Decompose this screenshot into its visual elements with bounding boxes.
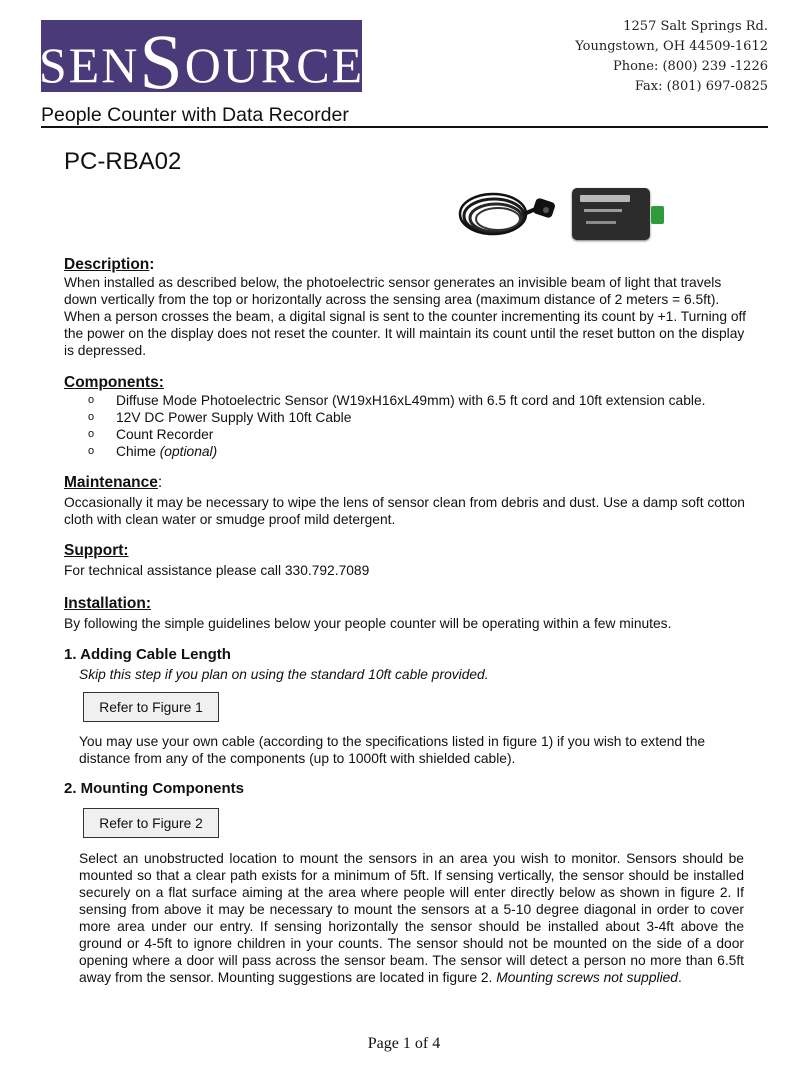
step-1-note: Skip this step if you plan on using the standard 10ft cable provided. xyxy=(79,667,489,682)
step-2-title: 2. Mounting Components xyxy=(64,780,244,797)
document-subtitle: People Counter with Data Recorder xyxy=(41,104,349,126)
list-item: o Chime (optional) xyxy=(88,444,218,459)
refer-figure-1-button[interactable]: Refer to Figure 1 xyxy=(83,692,219,722)
list-item: o Count Recorder xyxy=(88,427,214,442)
list-item: o 12V DC Power Supply With 10ft Cable xyxy=(88,410,352,425)
step-1-title: 1. Adding Cable Length xyxy=(64,646,231,663)
installation-text: By following the simple guidelines below your people counter will be operating within a few minutes. xyxy=(64,616,672,631)
maintenance-heading: Maintenance: xyxy=(64,474,163,491)
company-logo xyxy=(38,18,365,105)
components-list xyxy=(88,392,705,460)
fax-line: Fax: (801) 697-0825 xyxy=(634,79,768,94)
header-divider xyxy=(41,126,768,128)
refer-figure-2-button[interactable]: Refer to Figure 2 xyxy=(83,808,219,838)
sensor-cable-image xyxy=(458,186,558,244)
support-heading: Support: xyxy=(64,542,129,559)
phone-line: Phone: (800) 239 -1226 xyxy=(612,59,768,74)
model-number: PC-RBA02 xyxy=(64,148,182,175)
components-heading: Components: xyxy=(64,374,164,391)
logo-text-part: OURCE xyxy=(184,37,365,93)
description-text: When installed as described below, the photoelectric sensor generates an invisible beam of light that travels down vertically from the top or horizontally across the sensing area (maximum distance of 2 meters = 6.5ft). When a person crosses the beam, a digital signal is sent to the counter incrementing its count by +1. Turning off the power on the display does not reset the counter. It will maintain its count until the reset button on the display is depressed. xyxy=(64,275,746,358)
step-1-text: You may use your own cable (according to the specifications listed in figure 1) if you wish to extend the distance from any of the components (up to 1000ft with shielded cable). xyxy=(79,734,706,766)
list-item: o Diffuse Mode Photoelectric Sensor (W19xH16xL49mm) with 6.5 ft cord and 10ft extension cable. xyxy=(88,393,706,408)
step-2-note: Mounting screws not supplied xyxy=(496,970,678,985)
support-text: For technical assistance please call 330.792.7089 xyxy=(64,563,370,578)
address-line: 1257 Salt Springs Rd. xyxy=(623,19,768,34)
count-recorder-image xyxy=(572,188,650,240)
logo-text-part: S xyxy=(139,18,185,105)
address-line: Youngstown, OH 44509-1612 xyxy=(575,39,768,54)
step-2-text: Select an unobstructed location to mount the sensors in an area you wish to monitor. Sensors should be mounted so that a clear path exists for a minimum of 5ft. If sensing vertically, the sensor should be installed securely on a flat surface aiming at the area where people will enter directly below as shown in figure 2. If sensing from above it may be necessary to mount the sensors at a 5-10 degree diagonal in order to cover more area under our entry. If sensing horizontally the sensor should be installed about 3-4ft above the ground or 4-5ft to ignore children in your counts. The sensor should not be mounted on the side of a door opening where a door will pass across the sensor beam. The sensor will detect a person no more than 6.5ft away from the sensor. Mounting suggestions are located in figure 2. Mounting screws not supplied. xyxy=(79,851,744,985)
installation-heading: Installation: xyxy=(64,595,151,612)
terminal-block xyxy=(651,206,664,224)
maintenance-text: Occasionally it may be necessary to wipe the lens of sensor clean from debris and dust. Use a damp soft cotton cloth with clean water or smudge proof mild detergent. xyxy=(64,495,745,527)
description-heading: Description: xyxy=(64,256,155,273)
page-number: Page 1 of 4 xyxy=(367,1035,441,1052)
company-address xyxy=(575,17,768,97)
logo-text-part: SEN xyxy=(38,37,140,93)
